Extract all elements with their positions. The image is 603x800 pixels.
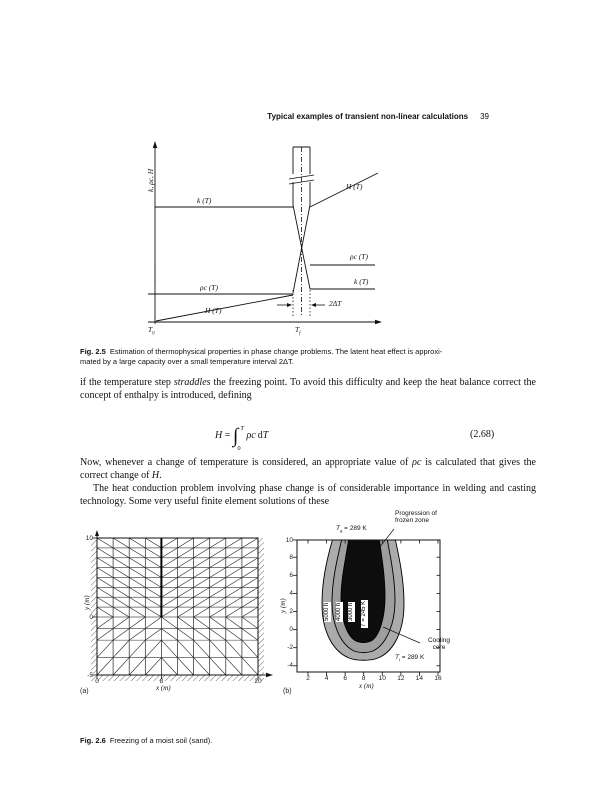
fig-2-6a-ytick-label: 0 xyxy=(89,613,93,621)
fig-2-5-label-k-right: k (T) xyxy=(354,277,369,286)
fig-2-6a-xtick-label: 8 xyxy=(159,677,164,685)
fig-2-6a-ylabel: y (m) xyxy=(83,595,91,610)
fig-2-5-caption-tag: Fig. 2.5 xyxy=(80,347,106,356)
fig-2-6-caption xyxy=(80,736,542,746)
fig-2-6a-xtick-label: 0 xyxy=(95,677,99,685)
equation-2-68 xyxy=(80,417,536,455)
fig-2-5-caption-line2: mated by a large capacity over a small temperature interval 2ΔT. xyxy=(80,356,294,366)
fig-2-6b-xtick-label: 2 xyxy=(306,675,310,682)
fig-2-5-diagram xyxy=(145,138,395,343)
fig-2-5-caption-line1: Estimation of thermophysical properties in phase change problems. The latent heat effect is approxi- xyxy=(109,347,443,356)
fig-2-6b-ytick-label: 10 xyxy=(285,536,293,544)
equation-number: (2.68) xyxy=(470,429,495,440)
fig-2-6b-label-progression: Progression of frozen zone xyxy=(395,510,437,524)
fig-2-6b-label-ta: $T_a = 289$ K xyxy=(336,525,367,534)
fig-2-5-label-pc-left: ρc (T) xyxy=(200,283,218,292)
fig-2-5-label-interval: 2ΔT xyxy=(329,299,342,308)
fig-2-6a-panel-label: (a) xyxy=(80,688,89,695)
page-header xyxy=(0,112,489,121)
fig-2-6a-xlabel: x (m) xyxy=(156,684,171,692)
fig-2-6a-xtick-label: 20 xyxy=(254,677,262,685)
fig-2-6b-xtick-label: 12 xyxy=(397,675,405,682)
core-temperature-label: T = 245 K xyxy=(361,600,367,627)
integral-sign: ∫ xyxy=(232,425,239,447)
running-title: Typical examples of transient non-linear calculations xyxy=(267,112,469,121)
fig-2-6a-ytick-label: -5 xyxy=(87,671,93,679)
fig-2-5-label-h-right: H (T) xyxy=(346,182,363,191)
paragraph-2-3 xyxy=(80,457,536,509)
fig-2-6b-label-ti: $T_i = 289$ K xyxy=(395,654,425,663)
fig-2-5-yaxis-label: k, ρc, H xyxy=(146,168,155,192)
fig-2-5-label-k-left: k (T) xyxy=(197,196,212,205)
paragraph-2: Now, whenever a change of temperature is considered, an appropriate value of ρc is calculated that gives the correct change of H. xyxy=(80,457,536,481)
fig-2-6b-ytick-label: 8 xyxy=(289,553,293,561)
fig-2-6b-ytick-label: -2 xyxy=(287,644,293,652)
contour-label-3000h: 3000 h xyxy=(348,602,354,621)
fig-2-6b-xtick-label: 8 xyxy=(361,675,366,682)
fig-2-6b-contour-plot xyxy=(283,510,541,720)
fig-2-6b-ytick-label: 4 xyxy=(289,589,293,597)
fig-2-6b-ytick-label: 6 xyxy=(289,571,293,579)
fig-2-5-label-h-left: H (T) xyxy=(205,306,222,315)
fig-2-5-caption xyxy=(80,347,542,366)
fig-2-6-caption-text: Freezing of a moist soil (sand). xyxy=(109,736,213,745)
fig-2-5-tick-tf: $T_f$ xyxy=(295,325,301,337)
equation-body: H = ∫ T 0 ρc dT xyxy=(215,424,269,452)
fig-2-6a-mesh-plot xyxy=(80,528,285,718)
fig-2-6b xyxy=(279,510,541,720)
contour-label-4000h: 4000 h xyxy=(336,602,342,621)
fig-2-5 xyxy=(145,138,395,343)
fig-2-6b-xtick-label: 4 xyxy=(324,675,329,682)
fig-2-6b-ytick-label: 0 xyxy=(289,626,293,634)
hatch-right xyxy=(258,538,264,675)
fig-2-6b-xtick-label: 6 xyxy=(343,675,347,682)
fig-2-6b-ylabel: y (m) xyxy=(279,598,287,613)
fig-2-6-caption-tag: Fig. 2.6 xyxy=(80,736,106,745)
fig-2-5-tick-t0: $T_0$ xyxy=(148,325,155,337)
hatch-bottom xyxy=(91,675,264,681)
hatch-left xyxy=(91,538,97,675)
paragraph-3: The heat conduction problem involving phase change is of considerable importance in welding and casting technology. Some very useful finite element solutions of these xyxy=(80,482,536,507)
page-number: 39 xyxy=(480,112,489,121)
fig-2-6b-xtick-label: 16 xyxy=(434,675,442,682)
contour-label-5000h: 5000 h xyxy=(324,602,330,621)
fig-2-6a xyxy=(80,528,285,718)
paragraph-1: if the temperature step straddles the freezing point. To avoid this difficulty and keep the heat balance correct the concept of enthalpy is introduced, defining xyxy=(80,377,536,401)
fig-2-6b-xlabel: x (m) xyxy=(359,682,374,690)
fig-2-6b-ytick-label: -4 xyxy=(287,662,293,670)
mesh-lines xyxy=(97,538,258,675)
fig-2-6b-xtick-label: 14 xyxy=(415,675,424,682)
fig-2-6b-label-cooling-core: Cooling core xyxy=(427,637,451,651)
fig-2-6b-panel-label: (b) xyxy=(283,688,292,695)
fig-2-6a-ytick-label: 10 xyxy=(85,534,93,542)
fig-2-5-label-pc-right: ρc (T) xyxy=(350,252,368,261)
fig-2-6b-ytick-label: 2 xyxy=(289,607,293,615)
fig-2-6b-xtick-label: 10 xyxy=(378,675,386,682)
